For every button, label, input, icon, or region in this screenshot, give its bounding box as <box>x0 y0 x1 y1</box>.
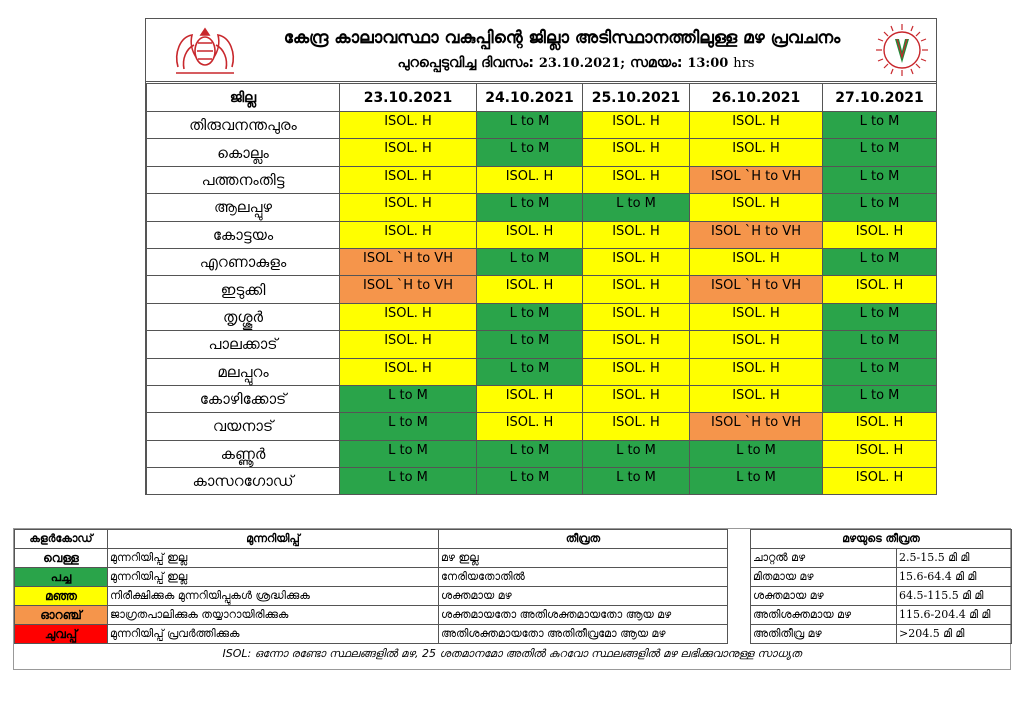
legend-header-row <box>15 530 728 549</box>
forecast-cell: L to M <box>477 248 583 275</box>
rain-intensity-row <box>751 606 1012 625</box>
forecast-row <box>147 248 937 275</box>
forecast-row <box>147 331 937 358</box>
issue-date-label: പുറപ്പെടുവിച്ച ദിവസം: <box>397 55 534 71</box>
rain-intensity-row <box>751 568 1012 587</box>
forecast-cell: ISOL. H <box>690 112 823 139</box>
isol-footnote: ISOL: ഒന്നോ രണ്ടോ സ്ഥലങ്ങളിൽ മഴ, 25 ശതമാനമോ അതിൽ കുറവോ സ്ഥലങ്ങളിൽ മഴ ലഭിക്കുവാനുള്ള സാധ്യത <box>222 647 802 660</box>
forecast-row <box>147 440 937 467</box>
district-name: വയനാട് <box>147 413 340 440</box>
forecast-cell: ISOL. H <box>583 248 690 275</box>
forecast-row <box>147 358 937 385</box>
forecast-cell: L to M <box>583 468 690 495</box>
forecast-row <box>147 194 937 221</box>
forecast-cell: ISOL. H <box>583 276 690 303</box>
forecast-cell: ISOL `H to VH <box>340 276 477 303</box>
date-column-header: 27.10.2021 <box>823 84 937 112</box>
forecast-row <box>147 139 937 166</box>
district-name: തൃശ്ശൂർ <box>147 303 340 330</box>
forecast-cell: L to M <box>477 331 583 358</box>
forecast-cell: ISOL. H <box>340 221 477 248</box>
forecast-cell: ISOL `H to VH <box>690 166 823 193</box>
forecast-cell: L to M <box>340 413 477 440</box>
district-name: കാസറഗോഡ് <box>147 468 340 495</box>
forecast-cell: L to M <box>477 112 583 139</box>
rain-intensity-row <box>751 587 1012 606</box>
forecast-cell: ISOL. H <box>583 112 690 139</box>
forecast-cell: ISOL. H <box>340 139 477 166</box>
warning-text: മുന്നറിയിപ്പ് പ്രവർത്തിക്കുക <box>108 625 439 644</box>
rain-category: ചാറ്റൽ മഴ <box>751 549 897 568</box>
forecast-row <box>147 468 937 495</box>
forecast-row <box>147 385 937 412</box>
date-column-header: 24.10.2021 <box>477 84 583 112</box>
rain-intensity-row <box>751 625 1012 644</box>
warning-text: മുന്നറിയിപ്പ് ഇല്ല <box>108 549 439 568</box>
forecast-cell: ISOL. H <box>823 468 937 495</box>
color-code-header: കളർകോഡ് <box>15 530 108 549</box>
legend-row <box>15 568 728 587</box>
rain-category: അതിതീവ്ര മഴ <box>751 625 897 644</box>
rain-intensity-header: മഴയുടെ തീവ്രത <box>751 530 1012 549</box>
rain-intensity-row <box>751 549 1012 568</box>
legend-block <box>13 528 1011 670</box>
forecast-cell: L to M <box>823 331 937 358</box>
color-code-swatch: മഞ്ഞ <box>15 587 108 606</box>
kerala-emblem-icon <box>170 23 240 77</box>
rain-intensity-table <box>750 529 1012 644</box>
forecast-cell: L to M <box>340 385 477 412</box>
forecast-cell: L to M <box>477 303 583 330</box>
forecast-row <box>147 112 937 139</box>
district-name: എറണാകുളം <box>147 248 340 275</box>
forecast-cell: ISOL. H <box>583 303 690 330</box>
forecast-header-row <box>147 84 937 112</box>
forecast-cell: L to M <box>477 358 583 385</box>
intensity-header: തീവ്രത <box>439 530 728 549</box>
district-name: മലപ്പുറം <box>147 358 340 385</box>
forecast-cell: ISOL. H <box>690 385 823 412</box>
page-title: കേന്ദ്ര കാലാവസ്ഥാ വകുപ്പിന്റെ ജില്ലാ അടിസ്ഥാനത്തിലുള്ള മഴ പ്രവചനം <box>283 28 841 48</box>
forecast-cell: L to M <box>477 139 583 166</box>
issue-date: 23.10.2021; <box>538 56 626 71</box>
district-column-header: ജില്ല <box>147 84 340 112</box>
forecast-cell: L to M <box>823 248 937 275</box>
date-column-header: 25.10.2021 <box>583 84 690 112</box>
intensity-text: മഴ ഇല്ല <box>439 549 728 568</box>
forecast-cell: ISOL. H <box>823 440 937 467</box>
color-code-legend-table <box>14 529 728 644</box>
intensity-text: ശക്തമായതോ അതിശക്തമായതോ ആയ മഴ <box>439 606 728 625</box>
warning-header: മുന്നറിയിപ്പ് <box>108 530 439 549</box>
forecast-cell: ISOL. H <box>690 248 823 275</box>
forecast-cell: ISOL. H <box>340 194 477 221</box>
forecast-block <box>145 18 937 495</box>
forecast-row <box>147 413 937 440</box>
forecast-cell: ISOL. H <box>583 385 690 412</box>
forecast-cell: L to M <box>583 440 690 467</box>
intensity-text: അതിശക്തമായതോ അതിതീവ്രമോ ആയ മഴ <box>439 625 728 644</box>
rain-category: ശക്തമായ മഴ <box>751 587 897 606</box>
forecast-row <box>147 276 937 303</box>
forecast-cell: ISOL. H <box>340 303 477 330</box>
color-code-swatch: വെള്ള <box>15 549 108 568</box>
district-name: തിരുവനന്തപുരം <box>147 112 340 139</box>
forecast-cell: ISOL. H <box>340 358 477 385</box>
district-name: കണ്ണൂർ <box>147 440 340 467</box>
forecast-cell: L to M <box>340 440 477 467</box>
issue-time-unit: hrs <box>733 56 755 71</box>
rain-range: 115.6-204.4 മി മി <box>897 606 1012 625</box>
forecast-row <box>147 166 937 193</box>
issue-time: 13:00 <box>687 56 729 71</box>
color-code-swatch: ചുവപ്പ് <box>15 625 108 644</box>
forecast-cell: ISOL. H <box>823 413 937 440</box>
forecast-cell: ISOL. H <box>690 331 823 358</box>
forecast-cell: ISOL. H <box>583 221 690 248</box>
rain-intensity-header-row <box>751 530 1012 549</box>
forecast-cell: ISOL. H <box>477 221 583 248</box>
forecast-cell: ISOL. H <box>583 413 690 440</box>
forecast-cell: ISOL. H <box>477 276 583 303</box>
forecast-cell: ISOL. H <box>583 166 690 193</box>
forecast-cell: L to M <box>340 468 477 495</box>
forecast-cell: L to M <box>823 194 937 221</box>
issue-time-label: സമയം: <box>629 55 683 71</box>
legend-row <box>15 549 728 568</box>
forecast-cell: ISOL. H <box>477 166 583 193</box>
forecast-cell: ISOL. H <box>823 276 937 303</box>
legend-row <box>15 587 728 606</box>
forecast-cell: ISOL. H <box>583 358 690 385</box>
forecast-cell: ISOL. H <box>583 331 690 358</box>
forecast-cell: ISOL. H <box>477 385 583 412</box>
warning-text: മുന്നറിയിപ്പ് ഇല്ല <box>108 568 439 587</box>
forecast-cell: L to M <box>690 468 823 495</box>
forecast-cell: ISOL `H to VH <box>690 276 823 303</box>
forecast-cell: L to M <box>823 166 937 193</box>
forecast-cell: ISOL. H <box>690 303 823 330</box>
intensity-text: ശക്തമായ മഴ <box>439 587 728 606</box>
forecast-table <box>146 83 937 495</box>
forecast-cell: L to M <box>477 440 583 467</box>
rain-range: 15.6-64.4 മി മി <box>897 568 1012 587</box>
forecast-row <box>147 221 937 248</box>
forecast-cell: L to M <box>823 358 937 385</box>
forecast-cell: L to M <box>477 468 583 495</box>
forecast-cell: L to M <box>823 385 937 412</box>
forecast-cell: ISOL. H <box>340 166 477 193</box>
district-name: ഇടുക്കി <box>147 276 340 303</box>
disaster-management-emblem-icon <box>873 21 931 79</box>
district-name: കോട്ടയം <box>147 221 340 248</box>
legend-row <box>15 606 728 625</box>
intensity-text: നേരിയതോതിൽ <box>439 568 728 587</box>
rain-range: 2.5-15.5 മി മി <box>897 549 1012 568</box>
forecast-cell: L to M <box>823 303 937 330</box>
forecast-cell: ISOL. H <box>690 358 823 385</box>
rain-range: 64.5-115.5 മി മി <box>897 587 1012 606</box>
forecast-cell: ISOL. H <box>340 112 477 139</box>
legend-row <box>15 625 728 644</box>
issue-info <box>296 55 856 71</box>
district-name: പത്തനംതിട്ട <box>147 166 340 193</box>
forecast-cell: ISOL `H to VH <box>340 248 477 275</box>
warning-text: നിരീക്ഷിക്കുക മുന്നറിയിപ്പുകൾ ശ്രദ്ധിക്കുക <box>108 587 439 606</box>
forecast-cell: ISOL `H to VH <box>690 413 823 440</box>
district-name: പാലക്കാട് <box>147 331 340 358</box>
forecast-cell: L to M <box>823 139 937 166</box>
color-code-swatch: പച്ച <box>15 568 108 587</box>
forecast-cell: ISOL. H <box>690 139 823 166</box>
forecast-cell: ISOL. H <box>690 194 823 221</box>
color-code-swatch: ഓറഞ്ച് <box>15 606 108 625</box>
rain-category: അതിശക്തമായ മഴ <box>751 606 897 625</box>
forecast-cell: L to M <box>477 194 583 221</box>
district-name: ആലപ്പുഴ <box>147 194 340 221</box>
forecast-cell: ISOL. H <box>340 331 477 358</box>
forecast-cell: ISOL. H <box>583 139 690 166</box>
forecast-cell: L to M <box>690 440 823 467</box>
rain-category: മിതമായ മഴ <box>751 568 897 587</box>
forecast-cell: L to M <box>823 112 937 139</box>
district-name: കൊല്ലം <box>147 139 340 166</box>
rain-range: >204.5 മി മി <box>897 625 1012 644</box>
forecast-cell: ISOL `H to VH <box>690 221 823 248</box>
forecast-header <box>146 19 936 82</box>
district-name: കോഴിക്കോട് <box>147 385 340 412</box>
forecast-cell: ISOL. H <box>823 221 937 248</box>
date-column-header: 23.10.2021 <box>340 84 477 112</box>
forecast-cell: ISOL. H <box>477 413 583 440</box>
warning-text: ജാഗ്രതപാലിക്കുക തയ്യാറായിരിക്കുക <box>108 606 439 625</box>
forecast-cell: L to M <box>583 194 690 221</box>
date-column-header: 26.10.2021 <box>690 84 823 112</box>
forecast-row <box>147 303 937 330</box>
